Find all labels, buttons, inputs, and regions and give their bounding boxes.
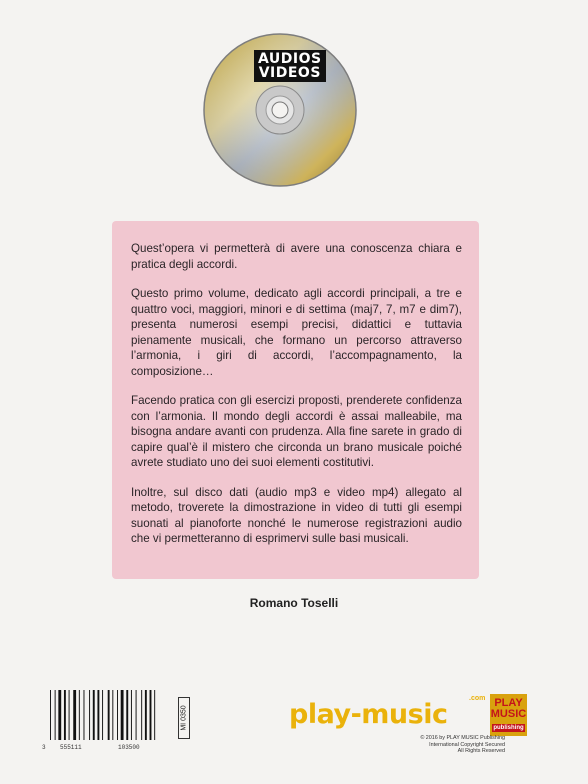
description-paragraph-1: Quest’opera vi permetterà di avere una conoscenza chiara e pratica degli accordi. — [131, 242, 462, 271]
description-box — [112, 221, 479, 579]
product-code: MI 0350 — [180, 705, 188, 731]
author-name: Romano Toselli — [249, 596, 339, 610]
publisher-badge — [490, 694, 527, 736]
description-paragraph-3: Facendo pratica con gli esercizi proposti, prenderete confidenza con l’armonia. Il mondo degli accordi è assai malleabile, ma bisogna andare avanti con prudenza. Alla fine sarete in grado di capire qual’è il mistero che circonda un brano musicale poiché avrete studiato uno dei suoi elementi costitutivi. — [131, 394, 462, 469]
copyright-line-1: © 2016 by PLAY MUSIC Publishing — [420, 735, 505, 741]
cd-label-audios: AUDIOS — [258, 51, 322, 67]
description-paragraph-4: Inoltre, sul disco dati (audio mp3 e video mp4) allegato al metodo, troverete la dimostrazione in video di tutti gli esempi suonati al pianoforte nonché le numerose registrazioni audio che vi permetteranno di esprimervi sulle basi musicali. — [131, 485, 462, 545]
badge-publishing: publishing — [493, 725, 524, 731]
barcode-digits-right: 103500 — [118, 744, 140, 751]
copyright-line-3: All Rights Reserved — [457, 748, 505, 755]
publisher-logo-text: play-music — [289, 699, 448, 730]
copyright-line-2: International Copyright Secured — [429, 741, 505, 748]
badge-play: PLAY — [494, 697, 523, 709]
badge-music: MUSIC — [490, 708, 527, 720]
barcode-digits-left: 555111 — [60, 744, 82, 751]
description-paragraph-2: Questo primo volume, dedicato agli accordi principali, a tre e quattro voci, maggiori, minori e di settima (maj7, 7, m7 e dim7), presenta numerosi esempi precisi, didattici e tuttavia pienamente musicali, che formano un percorso attraverso l’armonia, i giri di accordi, l’accompagnamento, la composizione… — [131, 287, 462, 378]
publisher-logo-suffix: .com — [469, 695, 486, 702]
cd-disc-image — [200, 30, 360, 190]
barcode — [48, 690, 173, 740]
barcode-digit-first: 3 — [42, 744, 46, 751]
cd-label — [254, 50, 326, 82]
copyright-notice — [380, 735, 505, 755]
product-code-box — [178, 697, 190, 739]
cd-label-videos: VIDEOS — [258, 65, 321, 81]
